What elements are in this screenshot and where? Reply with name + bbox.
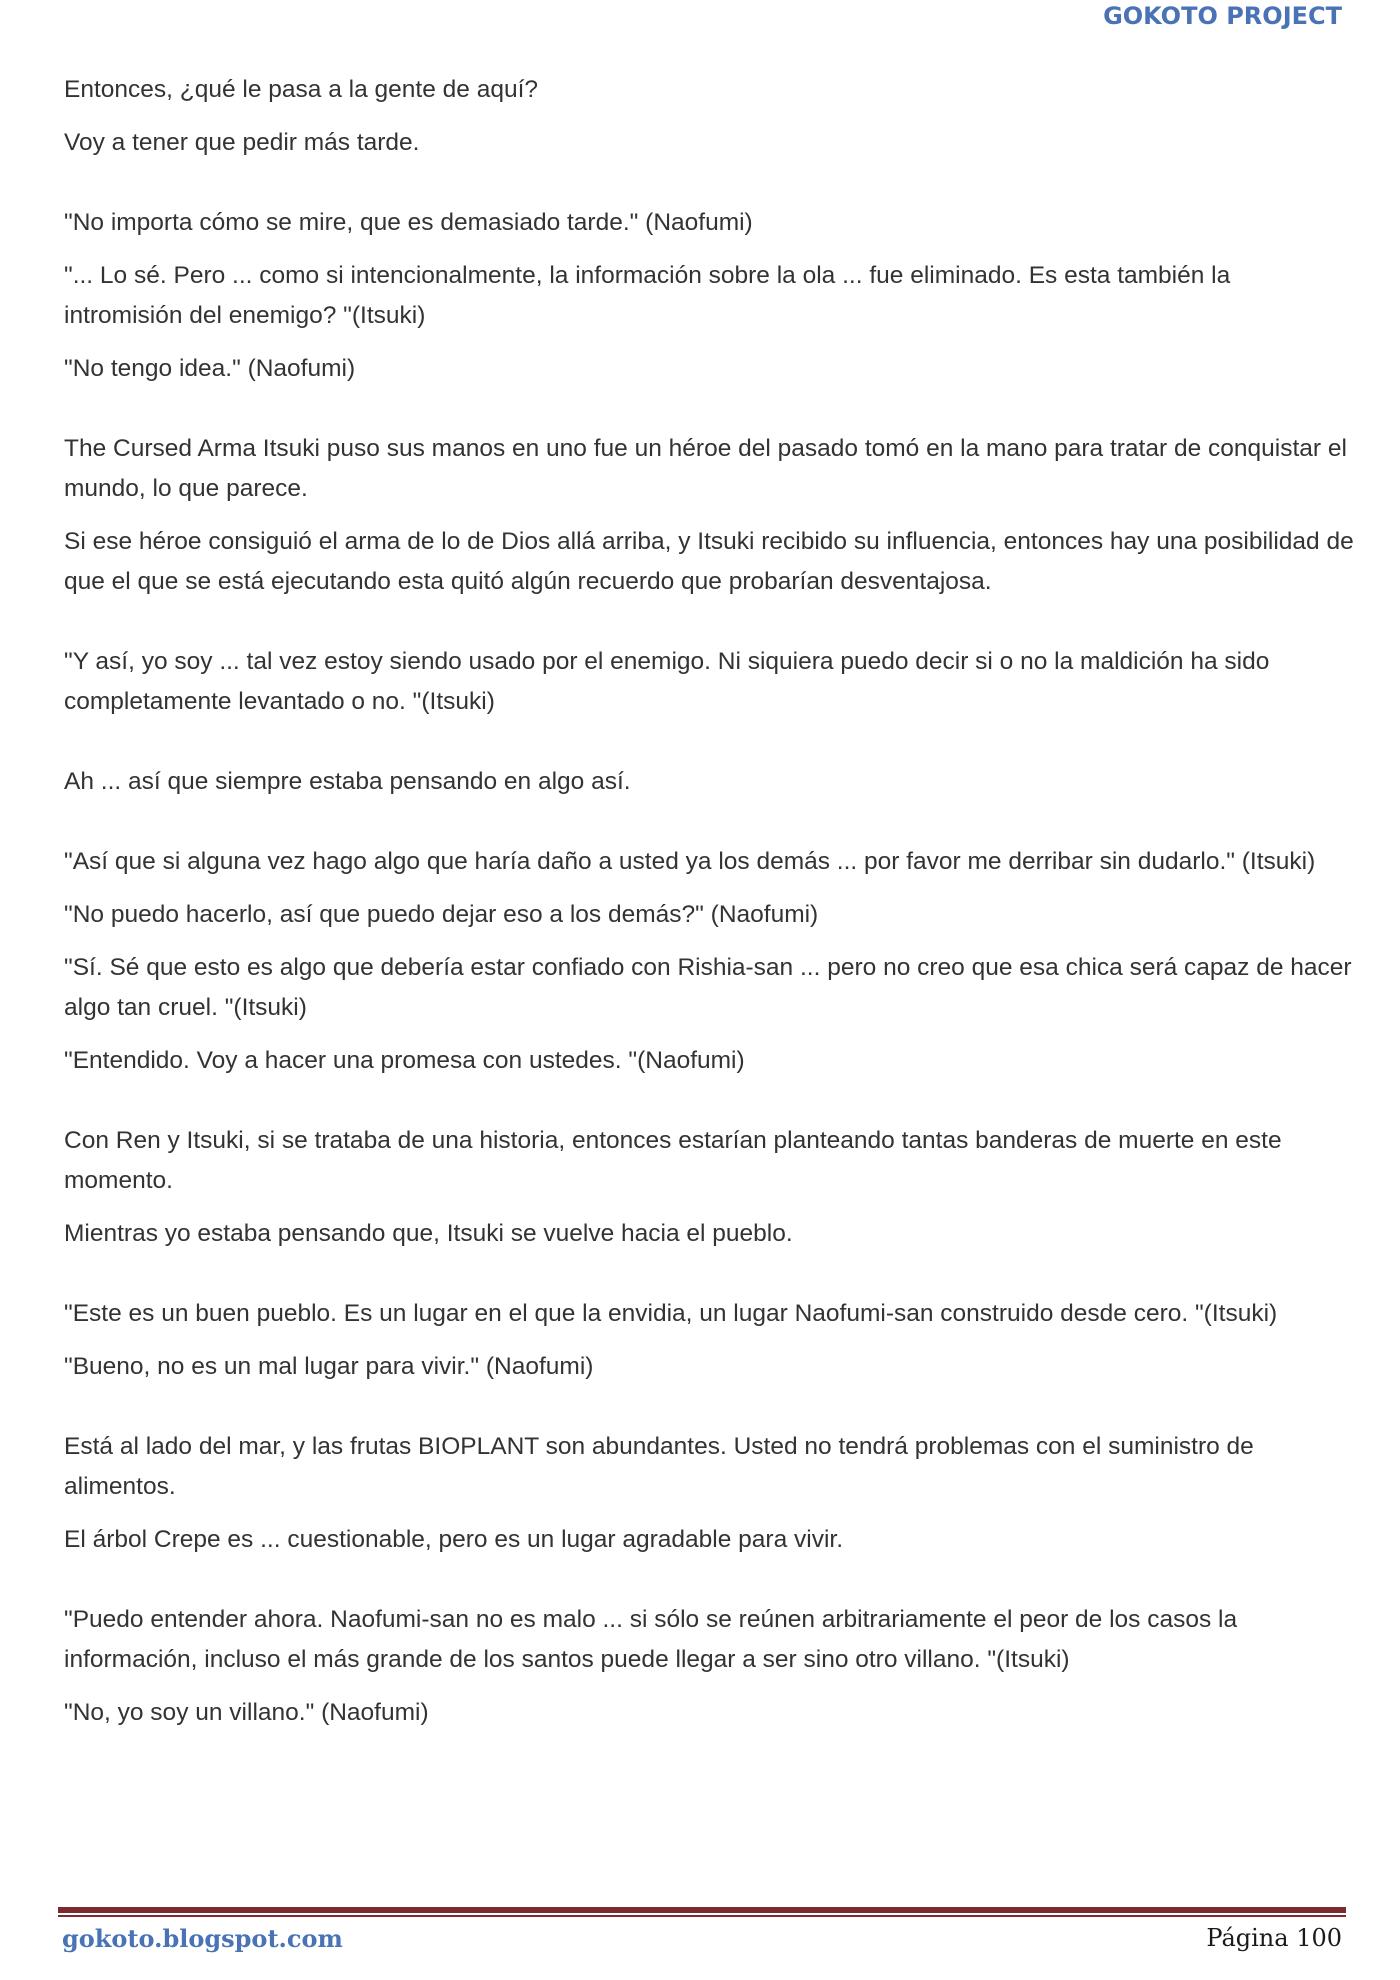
footer-divider [58, 1907, 1346, 1913]
body-paragraph: "No tengo idea." (Naofumi) [64, 355, 356, 382]
body-paragraph: "Así que si alguna vez hago algo que haría daño a usted ya los demás ... por favor me derribar sin dudarlo." (Itsuki) [64, 848, 1316, 875]
body-paragraph: The Cursed Arma Itsuki puso sus manos en uno fue un héroe del pasado tomó en la mano para tratar de conquistar el mundo, lo que parece. [64, 435, 1347, 502]
body-paragraph: "No importa cómo se mire, que es demasiado tarde." (Naofumi) [64, 209, 753, 236]
body-paragraph: "... Lo sé. Pero ... como si intencionalmente, la información sobre la ola ... fue eliminado. Es esta también la intromisión del enemigo? "(Itsuki) [64, 262, 1231, 329]
header-title: GOKOTO PROJECT [1103, 2, 1342, 30]
body-paragraph: Está al lado del mar, y las frutas BIOPLANT son abundantes. Usted no tendrá problemas con el suministro de alimentos. [64, 1433, 1254, 1500]
body-paragraph: Mientras yo estaba pensando que, Itsuki se vuelve hacia el pueblo. [64, 1220, 793, 1247]
body-paragraph: "No, yo soy un villano." (Naofumi) [64, 1699, 429, 1726]
footer-divider-thin [58, 1915, 1346, 1917]
body-paragraph: El árbol Crepe es ... cuestionable, pero es un lugar agradable para vivir. [64, 1526, 844, 1553]
document-body [64, 70, 1354, 1746]
footer-site-link[interactable]: gokoto.blogspot.com [62, 1924, 343, 1953]
body-paragraph: "Sí. Sé que esto es algo que debería estar confiado con Rishia-san ... pero no creo que esa chica será capaz de hacer algo tan cruel. "(Itsuki) [64, 954, 1352, 1021]
body-paragraph: "Y así, yo soy ... tal vez estoy siendo usado por el enemigo. Ni siquiera puedo decir si o no la maldición ha sido completamente levantado o no. "(Itsuki) [64, 648, 1270, 715]
body-paragraph: "Puedo entender ahora. Naofumi-san no es malo ... si sólo se reúnen arbitrariamente el peor de los casos la información, incluso el más grande de los santos puede llegar a ser sino otro villano. "(Itsuki) [64, 1606, 1238, 1673]
body-paragraph: "No puedo hacerlo, así que puedo dejar eso a los demás?" (Naofumi) [64, 901, 819, 928]
body-paragraph: Voy a tener que pedir más tarde. [64, 129, 420, 156]
body-paragraph: Ah ... así que siempre estaba pensando en algo así. [64, 768, 631, 795]
body-paragraph: Si ese héroe consiguió el arma de lo de Dios allá arriba, y Itsuki recibido su influencia, entonces hay una posibilidad de que el que se está ejecutando esta quitó algún recuerdo que probarían desventajosa. [64, 528, 1354, 595]
page-number: Página 100 [1206, 1924, 1342, 1952]
body-paragraph: "Bueno, no es un mal lugar para vivir." (Naofumi) [64, 1353, 594, 1380]
body-paragraph: "Este es un buen pueblo. Es un lugar en el que la envidia, un lugar Naofumi-san construido desde cero. "(Itsuki) [64, 1300, 1278, 1327]
body-paragraph: Con Ren y Itsuki, si se trataba de una historia, entonces estarían planteando tantas banderas de muerte en este momento. [64, 1127, 1282, 1194]
body-paragraph: Entonces, ¿qué le pasa a la gente de aquí? [64, 76, 539, 103]
body-paragraph: "Entendido. Voy a hacer una promesa con ustedes. "(Naofumi) [64, 1047, 745, 1074]
